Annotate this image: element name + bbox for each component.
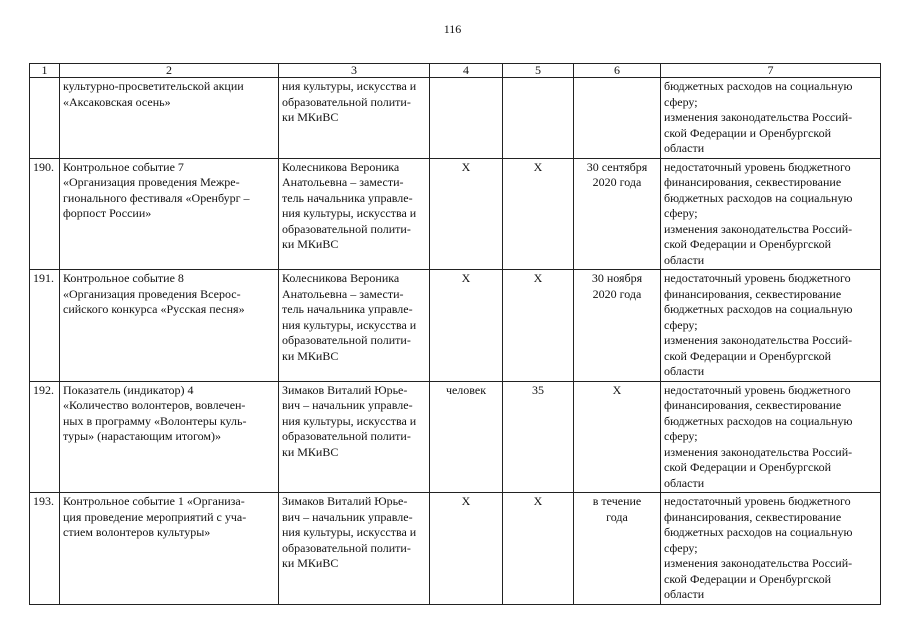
page-number: 116 — [443, 22, 462, 36]
risks-cell: недостаточный уровень бюджетного финансирования, секвестирование бюджетных расходов на социальную сферу; изменения законодательства Россий- ской Федерации и Оренбургской области — [661, 493, 881, 605]
deadline-cell: Х — [574, 381, 661, 493]
risks-cell: недостаточный уровень бюджетного финансирования, секвестирование бюджетных расходов на социальную сферу; изменения законодательства Россий- ской Федерации и Оренбургской области — [661, 381, 881, 493]
unit-cell: Х — [430, 270, 503, 382]
plan-table — [29, 63, 881, 605]
responsible-cell: Зимаков Виталий Юрье- вич – начальник управле- ния культуры, искусства и образовательной полити- ки МКиВС — [279, 493, 430, 605]
row-number: 191. — [30, 270, 60, 382]
header-row — [30, 64, 881, 78]
table-row — [30, 78, 881, 159]
responsible-cell: Зимаков Виталий Юрье- вич – начальник управле- ния культуры, искусства и образовательной полити- ки МКиВС — [279, 381, 430, 493]
table-row — [30, 381, 881, 493]
table-row — [30, 493, 881, 605]
responsible-cell: ния культуры, искусства и образовательной полити- ки МКиВС — [279, 78, 430, 159]
unit-cell: Х — [430, 158, 503, 270]
unit-cell — [430, 78, 503, 159]
deadline-cell: 30 сентября 2020 года — [574, 158, 661, 270]
event-cell: культурно-просветительской акции «Аксаковская осень» — [60, 78, 279, 159]
header-cell-6: 6 — [574, 64, 661, 78]
unit-cell: человек — [430, 381, 503, 493]
value-cell: Х — [503, 158, 574, 270]
event-cell: Контрольное событие 7 «Организация проведения Межре- гионального фестиваля «Оренбург – форпост России» — [60, 158, 279, 270]
table-row — [30, 158, 881, 270]
responsible-cell: Колесникова Вероника Анатольевна – замести- тель начальника управле- ния культуры, искусства и образовательной полити- ки МКиВС — [279, 158, 430, 270]
row-number: 190. — [30, 158, 60, 270]
table-row — [30, 270, 881, 382]
deadline-cell: 30 ноября 2020 года — [574, 270, 661, 382]
header-cell-3: 3 — [279, 64, 430, 78]
risks-cell: недостаточный уровень бюджетного финансирования, секвестирование бюджетных расходов на социальную сферу; изменения законодательства Россий- ской Федерации и Оренбургской области — [661, 158, 881, 270]
value-cell: Х — [503, 493, 574, 605]
deadline-cell — [574, 78, 661, 159]
header-cell-7: 7 — [661, 64, 881, 78]
risks-cell: бюджетных расходов на социальную сферу; изменения законодательства Россий- ской Федерации и Оренбургской области — [661, 78, 881, 159]
row-number — [30, 78, 60, 159]
header-cell-4: 4 — [430, 64, 503, 78]
header-cell-2: 2 — [60, 64, 279, 78]
header-cell-5: 5 — [503, 64, 574, 78]
risks-cell: недостаточный уровень бюджетного финансирования, секвестирование бюджетных расходов на социальную сферу; изменения законодательства Россий- ской Федерации и Оренбургской области — [661, 270, 881, 382]
value-cell — [503, 78, 574, 159]
row-number: 193. — [30, 493, 60, 605]
unit-cell: Х — [430, 493, 503, 605]
row-number: 192. — [30, 381, 60, 493]
event-cell: Контрольное событие 8 «Организация проведения Всерос- сийского конкурса «Русская песня» — [60, 270, 279, 382]
value-cell: 35 — [503, 381, 574, 493]
deadline-cell: в течение года — [574, 493, 661, 605]
value-cell: Х — [503, 270, 574, 382]
event-cell: Показатель (индикатор) 4 «Количество волонтеров, вовлечен- ных в программу «Волонтеры куль- туры» (нарастающим итогом)» — [60, 381, 279, 493]
header-cell-1: 1 — [30, 64, 60, 78]
event-cell: Контрольное событие 1 «Организа- ция проведение мероприятий с уча- стием волонтеров культуры» — [60, 493, 279, 605]
responsible-cell: Колесникова Вероника Анатольевна – замести- тель начальника управле- ния культуры, искусства и образовательной полити- ки МКиВС — [279, 270, 430, 382]
